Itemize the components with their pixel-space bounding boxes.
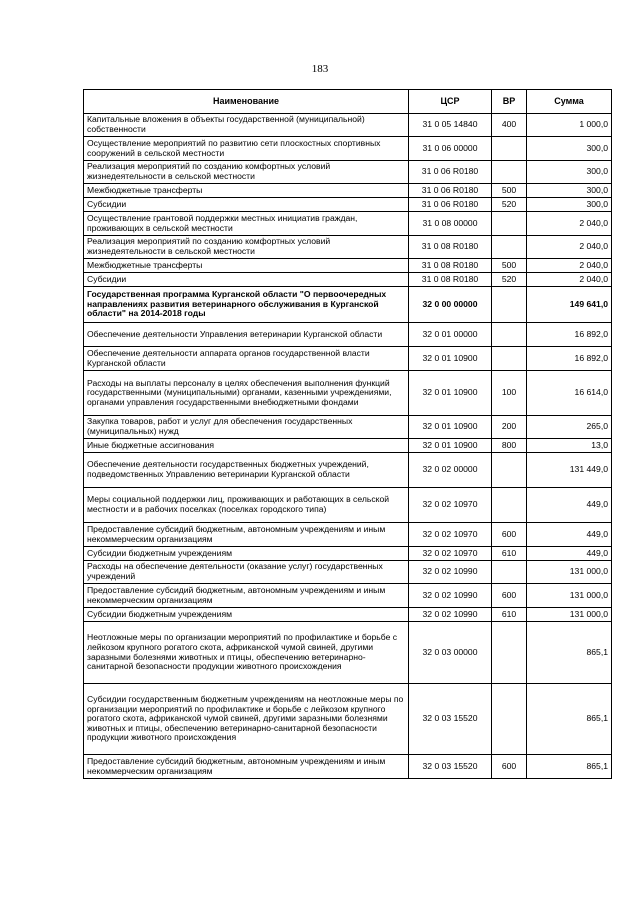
table-row (84, 347, 612, 371)
table-row (84, 287, 612, 323)
csr-cell: 32 0 02 10970 (409, 547, 492, 561)
table-row (84, 184, 612, 198)
name-cell: Субсидии бюджетным учреждениям (84, 608, 409, 622)
table-row (84, 488, 612, 523)
vr-cell (492, 453, 527, 488)
table-row (84, 453, 612, 488)
name-cell: Капитальные вложения в объекты государственной (муниципальной) собственности (84, 114, 409, 137)
vr-cell (492, 236, 527, 259)
csr-cell: 31 0 06 00000 (409, 137, 492, 161)
csr-cell: 32 0 00 00000 (409, 287, 492, 323)
budget-table (83, 89, 612, 779)
vr-cell (492, 161, 527, 184)
name-cell: Реализация мероприятий по созданию комфортных условий жизнедеятельности в сельской местности (84, 161, 409, 184)
name-cell: Межбюджетные трансферты (84, 259, 409, 273)
vr-cell (492, 323, 527, 347)
csr-cell: 32 0 03 15520 (409, 755, 492, 779)
table-row (84, 259, 612, 273)
name-cell: Меры социальной поддержки лиц, проживающих и работающих в сельской местности и в рабочих поселках (поселках городского типа) (84, 488, 409, 523)
name-cell: Закупка товаров, работ и услуг для обеспечения государственных (муниципальных) нужд (84, 416, 409, 439)
table-row (84, 161, 612, 184)
name-cell: Государственная программа Курганской области "О первоочередных направлениях развития ветеринарного обслуживания в Курганской области" на 2014-2018 годы (84, 287, 409, 323)
csr-cell: 31 0 06 R0180 (409, 161, 492, 184)
name-cell: Осуществление грантовой поддержки местных инициатив граждан, проживающих в сельской местности (84, 212, 409, 236)
vr-cell: 500 (492, 184, 527, 198)
table-row (84, 416, 612, 439)
vr-cell (492, 561, 527, 584)
csr-cell: 32 0 02 00000 (409, 453, 492, 488)
name-cell: Предоставление субсидий бюджетным, автономным учреждениям и иным некоммерческим организациям (84, 523, 409, 547)
table-row (84, 198, 612, 212)
csr-cell: 31 0 08 00000 (409, 212, 492, 236)
csr-cell: 32 0 02 10970 (409, 523, 492, 547)
sum-cell: 449,0 (527, 547, 612, 561)
name-cell: Расходы на обеспечение деятельности (оказание услуг) государственных учреждений (84, 561, 409, 584)
header-csr: ЦСР (409, 90, 492, 114)
name-cell: Субсидии (84, 198, 409, 212)
header-sum: Сумма (527, 90, 612, 114)
sum-cell: 300,0 (527, 137, 612, 161)
csr-cell: 31 0 08 R0180 (409, 236, 492, 259)
sum-cell: 131 000,0 (527, 608, 612, 622)
csr-cell: 31 0 06 R0180 (409, 198, 492, 212)
vr-cell: 600 (492, 755, 527, 779)
vr-cell: 520 (492, 198, 527, 212)
vr-cell (492, 347, 527, 371)
table-row (84, 273, 612, 287)
sum-cell: 16 892,0 (527, 323, 612, 347)
vr-cell (492, 684, 527, 755)
csr-cell: 32 0 01 10900 (409, 439, 492, 453)
sum-cell: 265,0 (527, 416, 612, 439)
table-row (84, 523, 612, 547)
vr-cell: 520 (492, 273, 527, 287)
name-cell: Предоставление субсидий бюджетным, автономным учреждениям и иным некоммерческим организациям (84, 584, 409, 608)
table-row (84, 137, 612, 161)
table-row (84, 755, 612, 779)
vr-cell (492, 137, 527, 161)
table-row (84, 561, 612, 584)
name-cell: Обеспечение деятельности аппарата органов государственной власти Курганской области (84, 347, 409, 371)
table-row (84, 323, 612, 347)
sum-cell: 300,0 (527, 184, 612, 198)
sum-cell: 1 000,0 (527, 114, 612, 137)
table-row (84, 371, 612, 416)
name-cell: Расходы на выплаты персоналу в целях обеспечения выполнения функций государственными (муниципальными) органами, казенными учреждениями, органами управления государственными внебюджетными фондами (84, 371, 409, 416)
sum-cell: 16 614,0 (527, 371, 612, 416)
vr-cell: 200 (492, 416, 527, 439)
sum-cell: 13,0 (527, 439, 612, 453)
table-row (84, 114, 612, 137)
vr-cell: 600 (492, 584, 527, 608)
vr-cell: 610 (492, 608, 527, 622)
name-cell: Обеспечение деятельности государственных бюджетных учреждений, подведомственных Управлению ветеринарии Курганской области (84, 453, 409, 488)
name-cell: Обеспечение деятельности Управления ветеринарии Курганской области (84, 323, 409, 347)
sum-cell: 2 040,0 (527, 236, 612, 259)
sum-cell: 300,0 (527, 161, 612, 184)
name-cell: Иные бюджетные ассигнования (84, 439, 409, 453)
csr-cell: 31 0 05 14840 (409, 114, 492, 137)
header-name: Наименование (84, 90, 409, 114)
sum-cell: 149 641,0 (527, 287, 612, 323)
csr-cell: 32 0 01 10900 (409, 347, 492, 371)
page-number: 183 (311, 63, 329, 75)
vr-cell (492, 488, 527, 523)
name-cell: Межбюджетные трансферты (84, 184, 409, 198)
vr-cell (492, 287, 527, 323)
csr-cell: 32 0 03 00000 (409, 622, 492, 684)
vr-cell (492, 212, 527, 236)
table-row (84, 236, 612, 259)
name-cell: Субсидии государственным бюджетным учреждениям на неотложные меры по организации мероприятий по профилактике и борьбе с лейкозом крупного рогатого скота, африканской чумой свиней, другими заразными болезнями животных и птицы, обеспечению ветеринарно-санитарной безопасности продукции животного происхождения (84, 684, 409, 755)
table-row (84, 439, 612, 453)
sum-cell: 2 040,0 (527, 259, 612, 273)
name-cell: Реализация мероприятий по созданию комфортных условий жизнедеятельности в сельской местности (84, 236, 409, 259)
sum-cell: 131 000,0 (527, 561, 612, 584)
sum-cell: 865,1 (527, 684, 612, 755)
vr-cell: 600 (492, 523, 527, 547)
csr-cell: 32 0 01 10900 (409, 416, 492, 439)
vr-cell: 800 (492, 439, 527, 453)
header-vr: ВР (492, 90, 527, 114)
sum-cell: 131 449,0 (527, 453, 612, 488)
sum-cell: 449,0 (527, 488, 612, 523)
sum-cell: 865,1 (527, 755, 612, 779)
table-header-row (84, 90, 612, 114)
name-cell: Осуществление мероприятий по развитию сети плоскостных спортивных сооружений в сельской местности (84, 137, 409, 161)
csr-cell: 32 0 02 10990 (409, 584, 492, 608)
csr-cell: 31 0 08 R0180 (409, 273, 492, 287)
name-cell: Неотложные меры по организации мероприятий по профилактике и борьбе с лейкозом крупного рогатого скота, африканской чумой свиней, другими заразными болезнями животных и птицы, обеспечению ветеринарно-санитарной безопасности продукции животного происхождения (84, 622, 409, 684)
sum-cell: 2 040,0 (527, 273, 612, 287)
sum-cell: 300,0 (527, 198, 612, 212)
csr-cell: 32 0 02 10990 (409, 608, 492, 622)
csr-cell: 32 0 02 10970 (409, 488, 492, 523)
csr-cell: 31 0 08 R0180 (409, 259, 492, 273)
table-row (84, 622, 612, 684)
name-cell: Субсидии (84, 273, 409, 287)
vr-cell (492, 622, 527, 684)
name-cell: Предоставление субсидий бюджетным, автономным учреждениям и иным некоммерческим организациям (84, 755, 409, 779)
sum-cell: 2 040,0 (527, 212, 612, 236)
table-row (84, 608, 612, 622)
name-cell: Субсидии бюджетным учреждениям (84, 547, 409, 561)
csr-cell: 31 0 06 R0180 (409, 184, 492, 198)
sum-cell: 131 000,0 (527, 584, 612, 608)
vr-cell: 610 (492, 547, 527, 561)
sum-cell: 865,1 (527, 622, 612, 684)
sum-cell: 449,0 (527, 523, 612, 547)
vr-cell: 400 (492, 114, 527, 137)
sum-cell: 16 892,0 (527, 347, 612, 371)
csr-cell: 32 0 03 15520 (409, 684, 492, 755)
csr-cell: 32 0 02 10990 (409, 561, 492, 584)
table-row (84, 684, 612, 755)
csr-cell: 32 0 01 00000 (409, 323, 492, 347)
vr-cell: 500 (492, 259, 527, 273)
vr-cell: 100 (492, 371, 527, 416)
csr-cell: 32 0 01 10900 (409, 371, 492, 416)
table-row (84, 547, 612, 561)
table-row (84, 212, 612, 236)
table-row (84, 584, 612, 608)
